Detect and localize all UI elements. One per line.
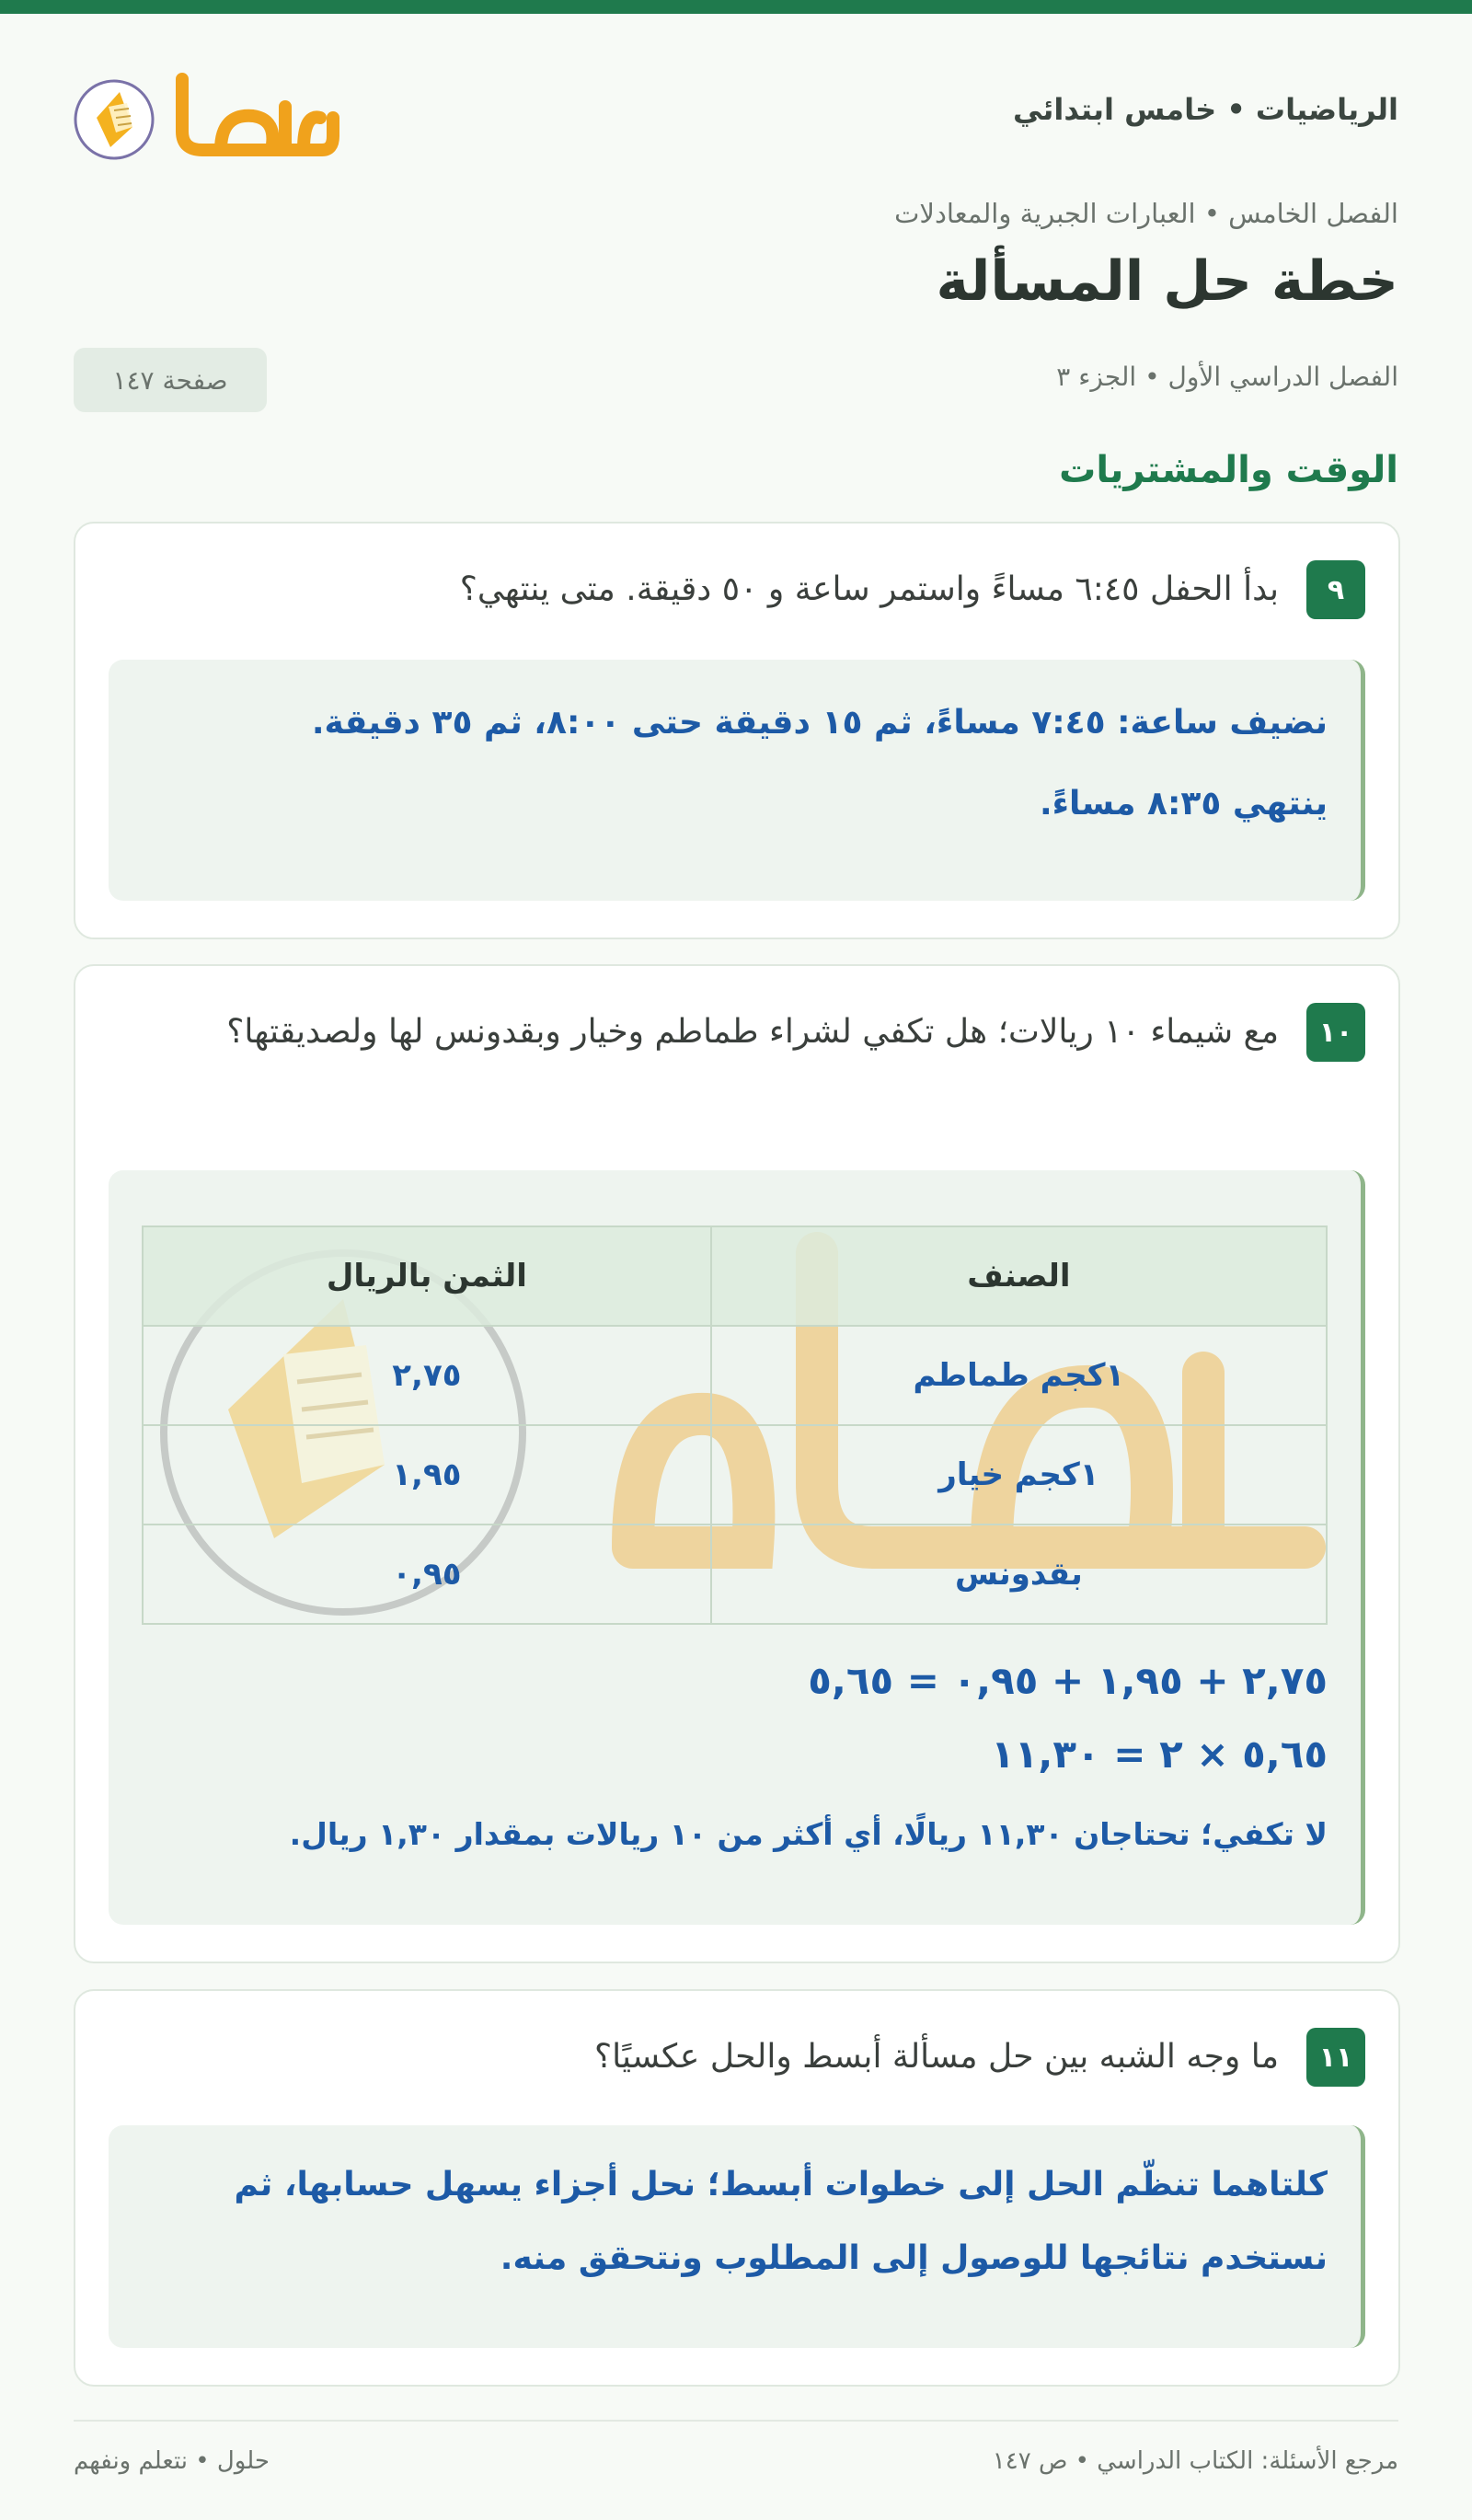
question-card-9 — [74, 522, 1400, 939]
footer-reference: مرجع الأسئلة: الكتاب الدراسي • ص ١٤٧ — [992, 2447, 1398, 2475]
subject-label: الرياضيات • خامس ابتدائي — [1013, 92, 1398, 127]
table-row — [143, 1425, 1327, 1525]
question-text: بدأ الحفل ٦:٤٥ مساءً واستمر ساعة و ٥٠ دقيقة. متى ينتهي؟ — [459, 570, 1279, 608]
question-number-badge: ١٠ — [1306, 1003, 1365, 1062]
answer-line: ينتهي ٨:٣٥ مساءً. — [1039, 785, 1328, 823]
answer-box — [109, 2125, 1365, 2348]
page-number-badge: صفحة ١٤٧ — [74, 348, 267, 412]
term-label: الفصل الدراسي الأول • الجزء ٣ — [1056, 362, 1398, 392]
table-header-row — [143, 1226, 1327, 1326]
column-header-item: الصنف — [711, 1226, 1327, 1326]
question-text: مع شيماء ١٠ ريالات؛ هل تكفي لشراء طماطم وخيار وبقدونس لها ولصديقتها؟ — [226, 1013, 1279, 1051]
top-accent-bar — [0, 0, 1472, 14]
equation-line: ٢,٧٥ + ١,٩٥ + ٠,٩٥ = ٥,٦٥ — [808, 1658, 1328, 1703]
answer-box — [109, 660, 1365, 901]
answer-line: كلتاهما تنظّم الحل إلى خطوات أبسط؛ نحل أجزاء يسهل حسابها، ثم — [234, 2166, 1328, 2204]
conclusion-line: لا تكفي؛ تحتاجان ١١,٣٠ ريالًا، أي أكثر من ١٠ ريالات بمقدار ١,٣٠ ريال. — [289, 1816, 1328, 1852]
table-row — [143, 1525, 1327, 1624]
question-number-badge: ٩ — [1306, 560, 1365, 619]
question-card-10 — [74, 964, 1400, 1963]
column-header-price: الثمن بالريال — [143, 1226, 711, 1326]
item-cell: ١كجم خيار — [711, 1425, 1327, 1525]
item-cell: ١كجم طماطم — [711, 1326, 1327, 1425]
hulul-logo[interactable] — [74, 63, 340, 173]
question-text: ما وجه الشبه بين حل مسألة أبسط والحل عكسيًا؟ — [593, 2038, 1279, 2076]
answer-line: نستخدم نتائجها للوصول إلى المطلوب ونتحقق منه. — [500, 2239, 1328, 2277]
page-header — [74, 55, 1398, 175]
price-cell: ٢,٧٥ — [143, 1326, 711, 1425]
equation-line: ٥,٦٥ × ٢ = ١١,٣٠ — [991, 1732, 1328, 1777]
question-card-11 — [74, 1989, 1400, 2387]
item-cell: بقدونس — [711, 1525, 1327, 1624]
price-cell: ١,٩٥ — [143, 1425, 711, 1525]
answer-box — [109, 1170, 1365, 1925]
footer-brand: حلول • نتعلم ونفهم — [74, 2447, 270, 2475]
title-block — [74, 198, 1398, 314]
section-heading: الوقت والمشتريات — [1059, 449, 1398, 491]
page-title: خطة حل المسألة — [936, 249, 1398, 314]
footer-divider — [74, 2420, 1398, 2422]
answer-line: نضيف ساعة: ٧:٤٥ مساءً، ثم ١٥ دقيقة حتى ٨:٠٠، ثم ٣٥ دقيقة. — [311, 704, 1328, 742]
question-number-badge: ١١ — [1306, 2028, 1365, 2087]
price-cell: ٠,٩٥ — [143, 1525, 711, 1624]
table-row — [143, 1326, 1327, 1425]
prices-table — [142, 1225, 1328, 1625]
chapter-label: الفصل الخامس • العبارات الجبرية والمعادلات — [894, 198, 1398, 229]
